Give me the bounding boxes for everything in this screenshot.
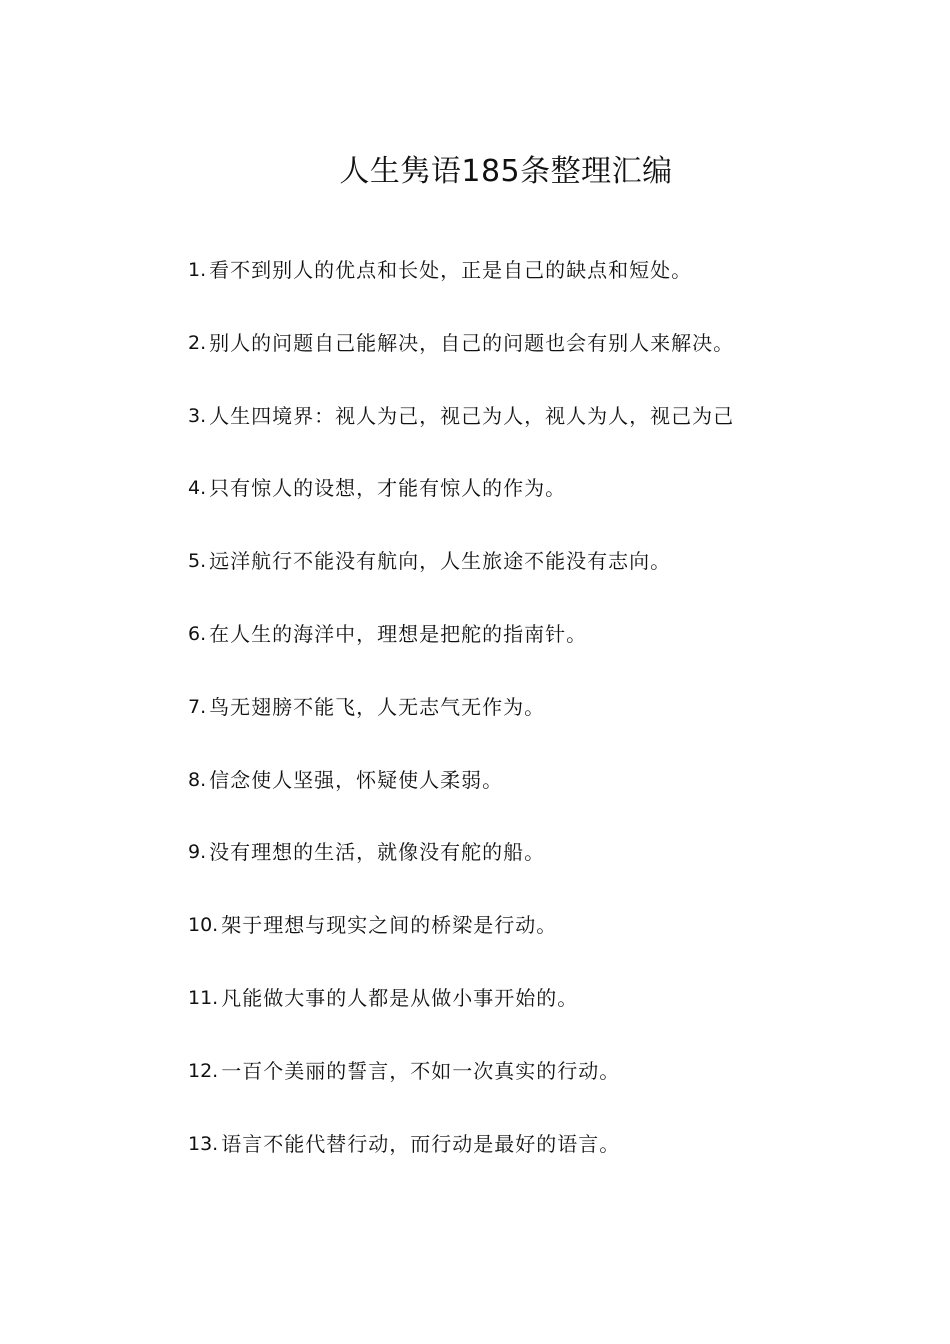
quote-number: 7. <box>188 695 207 718</box>
quote-list <box>188 254 908 1200</box>
quote-text: 别人的问题自己能解决，自己的问题也会有别人来解决。 <box>209 330 735 355</box>
quote-text: 远洋航行不能没有航向，人生旅途不能没有志向。 <box>209 549 672 574</box>
quote-number: 6. <box>188 622 207 645</box>
quote-text: 一百个美丽的誓言，不如一次真实的行动。 <box>221 1058 621 1083</box>
list-item <box>188 764 908 837</box>
quote-number: 12. <box>188 1059 219 1082</box>
quote-number: 4. <box>188 477 207 500</box>
quote-text: 在人生的海洋中，理想是把舵的指南针。 <box>209 621 588 646</box>
quote-number: 11. <box>188 986 219 1009</box>
list-item <box>188 909 908 982</box>
quote-text: 鸟无翅膀不能飞，人无志气无作为。 <box>209 694 546 719</box>
list-item <box>188 472 908 545</box>
quote-text: 语言不能代替行动，而行动是最好的语言。 <box>221 1131 621 1156</box>
list-item <box>188 691 908 764</box>
quote-text: 凡能做大事的人都是从做小事开始的。 <box>221 985 579 1010</box>
quote-number: 2. <box>188 331 207 354</box>
list-item <box>188 1055 908 1128</box>
list-item <box>188 1128 908 1201</box>
quote-number: 8. <box>188 768 207 791</box>
quote-number: 13. <box>188 1132 219 1155</box>
list-item <box>188 327 908 400</box>
quote-number: 9. <box>188 841 207 864</box>
list-item <box>188 545 908 618</box>
quote-text: 架于理想与现实之间的桥梁是行动。 <box>221 913 558 938</box>
quote-text: 人生四境界：视人为己，视己为人，视人为人，视己为己 <box>209 403 735 428</box>
list-item <box>188 836 908 909</box>
quote-number: 5. <box>188 550 207 573</box>
quote-text: 信念使人坚强，怀疑使人柔弱。 <box>209 767 504 792</box>
quote-number: 1. <box>188 259 207 281</box>
list-item <box>188 254 908 327</box>
list-item <box>188 982 908 1055</box>
quote-text: 只有惊人的设想，才能有惊人的作为。 <box>209 476 567 501</box>
page-title: 人生隽语185条整理汇编 <box>339 154 673 190</box>
quote-number: 10. <box>188 914 219 937</box>
quote-text: 看不到别人的优点和长处，正是自己的缺点和短处。 <box>209 258 693 282</box>
quote-text: 没有理想的生活，就像没有舵的船。 <box>209 840 546 865</box>
quote-number: 3. <box>188 404 207 427</box>
list-item <box>188 400 908 473</box>
list-item <box>188 618 908 691</box>
